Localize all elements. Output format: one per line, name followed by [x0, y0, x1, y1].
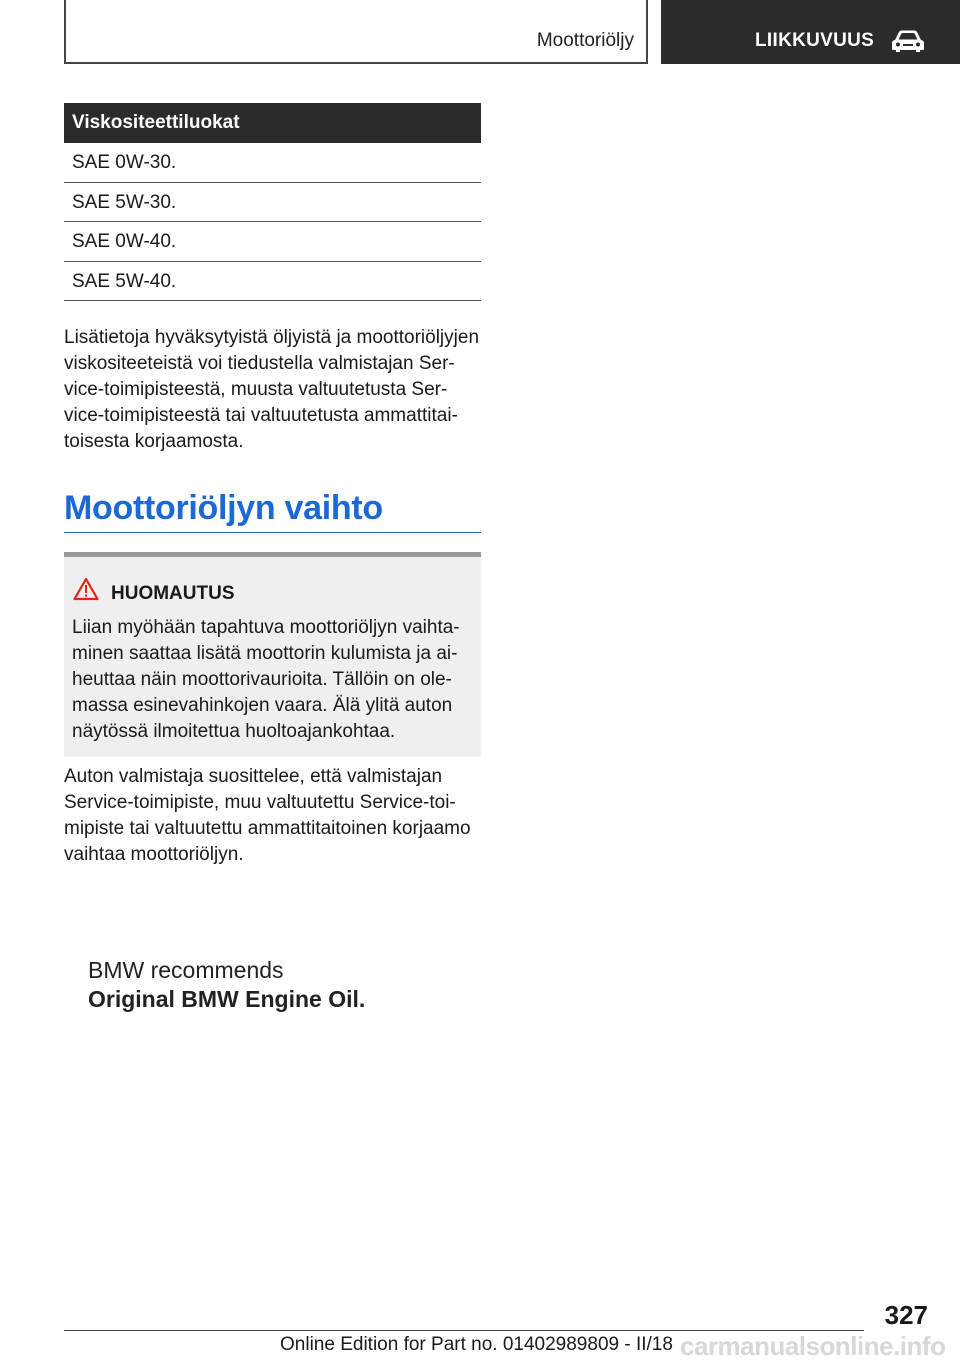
- warning-triangle-icon: [73, 577, 99, 601]
- text-line: Lisätietoja hyväksytyistä öljyistä ja moottoriöljyjen: [64, 327, 480, 348]
- table-row: SAE 5W-30.: [64, 183, 481, 223]
- text-line: heuttaa näin moottorivaurioita. Tällöin on ole-: [72, 669, 452, 690]
- table-row: SAE 5W-40.: [64, 262, 481, 302]
- notice-box: [64, 552, 481, 757]
- info-paragraph: [64, 325, 482, 455]
- viscosity-table: [64, 103, 481, 301]
- text-line: vice-toimipisteestä tai valtuutetusta ammattitai-: [64, 405, 458, 426]
- oil-advertisement: [88, 956, 365, 1014]
- ad-line-bold: Original BMW Engine Oil.: [88, 986, 366, 1012]
- header-section-box: [64, 0, 648, 64]
- page-number: 327: [884, 1300, 928, 1330]
- text-line: vaihtaa moottoriöljyn.: [64, 844, 244, 865]
- header-chapter-box: [661, 0, 960, 64]
- text-line: Service-toimipiste, muu valtuutettu Service-toi-: [64, 792, 456, 813]
- text-line: näytössä ilmoitettua huoltoajankohtaa.: [72, 721, 396, 742]
- text-line: Auton valmistaja suosittelee, että valmistajan: [64, 766, 443, 787]
- table-row: SAE 0W-30.: [64, 143, 481, 183]
- watermark: carmanualsonline.info: [680, 1331, 946, 1361]
- text-line: toisesta korjaamosta.: [64, 431, 244, 452]
- text-line: vice-toimipisteestä, muusta valtuutetusta Ser-: [64, 379, 448, 400]
- text-line: viskositeeteistä voi tiedustella valmistajan Ser-: [64, 353, 455, 374]
- table-header: Viskositeettiluokat: [64, 103, 481, 143]
- car-icon: [891, 29, 925, 53]
- ad-line: BMW recommends: [88, 957, 284, 983]
- notice-text: [72, 615, 472, 745]
- recommendation-paragraph: [64, 764, 482, 868]
- table-row: SAE 0W-40.: [64, 222, 481, 262]
- notice-title: HUOMAUTUS: [111, 583, 235, 604]
- footer-edition: Online Edition for Part no. 01402989809 - II/18: [280, 1334, 673, 1355]
- text-line: massa esinevahinkojen vaara. Älä ylitä auton: [72, 695, 453, 716]
- text-line: minen saattaa lisätä moottorin kulumista ja ai-: [72, 643, 458, 664]
- header-chapter-title: LIIKKUVUUS: [755, 30, 875, 51]
- header-section-title: Moottoriöljy: [536, 30, 634, 51]
- section-title: Moottoriöljyn vaihto: [64, 488, 481, 533]
- text-line: mipiste tai valtuutettu ammattitaitoinen korjaamo: [64, 818, 471, 839]
- text-line: Liian myöhään tapahtuva moottoriöljyn vaihta-: [72, 617, 460, 638]
